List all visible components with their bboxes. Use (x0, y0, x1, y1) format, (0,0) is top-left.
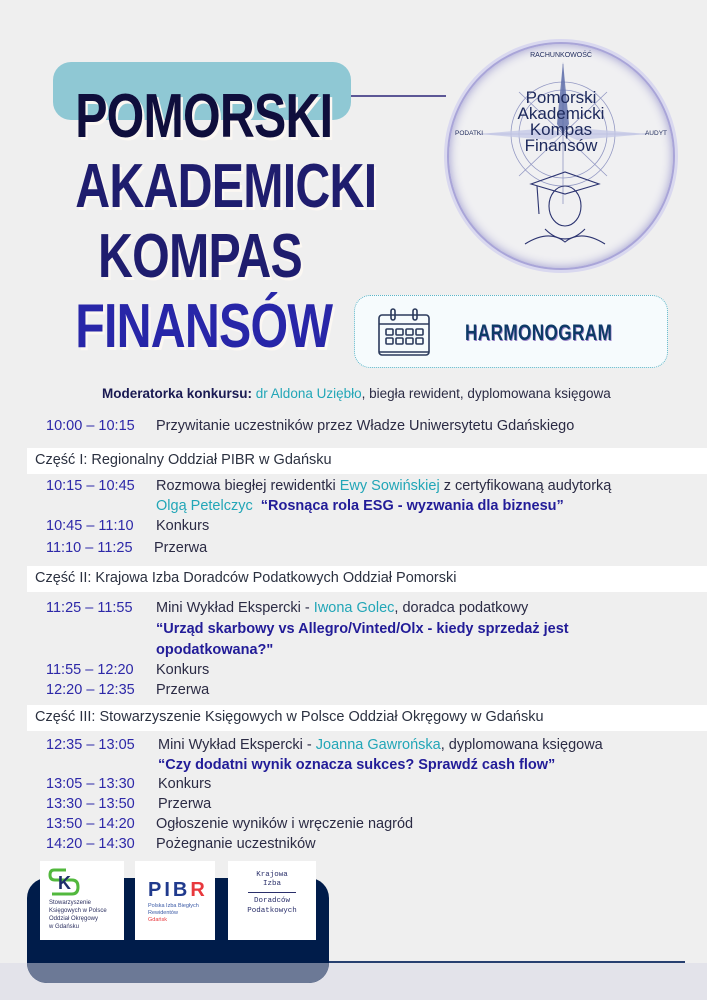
logo-label-rachunkowosc: RACHUNKOWOŚĆ (530, 52, 592, 59)
section-header-3: Część III: Stowarzyszenie Księgowych w Polsce Oddział Okręgowy w Gdańsku (27, 705, 707, 731)
sk-line: w Gdańsku (49, 924, 80, 930)
sponsor-logo-kidp (228, 861, 316, 940)
kidp-divider (248, 892, 296, 893)
sk-line: Księgowych w Polsce (49, 908, 107, 914)
schedule-desc: Przerwa (154, 540, 208, 556)
moderator-role: , biegła rewident, dyplomowana księgowa (361, 386, 611, 401)
logo-name-line: Pomorski (525, 88, 597, 107)
schedule-time: 13:05 – 13:30 (46, 776, 135, 792)
schedule-desc: Przerwa (158, 796, 212, 812)
desc-text: , dyplomowana księgowa (440, 737, 603, 753)
moderator-label: Moderatorka konkursu (102, 386, 248, 401)
sk-logo-icon (48, 867, 88, 899)
logo-name-line: Finansów (524, 136, 598, 155)
schedule-desc: Przywitanie uczestników przez Władze Uniwersytetu Gdańskiego (156, 418, 575, 434)
schedule-time: 10:15 – 10:45 (46, 478, 135, 494)
pibr-mark-b: R (190, 879, 208, 901)
speaker-name: Olgą Petelczyc (156, 498, 253, 514)
footer-line (329, 961, 685, 963)
schedule-desc: Konkurs (158, 776, 212, 792)
schedule-time: 13:30 – 13:50 (46, 796, 135, 812)
schedule-time: 12:20 – 12:35 (46, 682, 135, 698)
pibr-text (148, 903, 199, 924)
pibr-line: Rewidentów (148, 910, 178, 916)
logo-name-line: Akademicki (517, 104, 605, 123)
desc-text: z certyfikowaną audytorką (439, 478, 612, 494)
kidp-line: Doradców (253, 897, 290, 905)
desc-text: Mini Wykład Ekspercki - (158, 737, 316, 753)
talk-topic: “Czy dodatni wynik oznacza sukces? Sprawdź cash flow” (158, 757, 556, 773)
speaker-name: Iwona Golec (313, 600, 395, 616)
title-line-2: AKADEMICKI (75, 152, 377, 221)
schedule-desc (156, 600, 528, 616)
desc-text: , doradca podatkowy (394, 600, 529, 616)
compass-icon (449, 44, 675, 270)
talk-topic: “Urząd skarbowy vs Allegro/Vinted/Olx - kiedy sprzedaż jest (156, 621, 569, 637)
schedule-desc: Pożegnanie uczestników (156, 836, 316, 852)
schedule-time: 11:55 – 12:20 (46, 662, 134, 678)
schedule-desc (156, 498, 564, 514)
schedule-time: 10:45 – 11:10 (46, 518, 134, 534)
page-title (40, 82, 377, 362)
logo-label-audyt: AUDYT (644, 130, 667, 137)
talk-topic: “Rosnąca rola ESG - wyzwania dla biznesu” (260, 498, 564, 514)
schedule-desc (156, 478, 611, 494)
event-logo (447, 42, 675, 270)
title-line-3: KOMPAS (98, 222, 302, 291)
moderator-name: dr Aldona Uziębło (255, 386, 362, 401)
title-connector-line (351, 95, 446, 97)
schedule-desc: Konkurs (156, 662, 210, 678)
schedule-desc: Konkurs (156, 518, 210, 534)
schedule-desc: Przerwa (156, 682, 210, 698)
sk-line: Stowarzyszenie (49, 900, 92, 906)
sponsor-logo-pibr (135, 861, 215, 940)
kidp-line: Izba (262, 880, 281, 888)
section-header-1: Część I: Regionalny Oddział PIBR w Gdańsku (27, 448, 707, 474)
sponsor-logo-sk (40, 861, 124, 940)
pibr-mark-a: PIB (148, 879, 191, 901)
desc-text: Mini Wykład Ekspercki - (156, 600, 314, 616)
pibr-city: Gdańsk (148, 917, 167, 923)
title-line-4: FINANSÓW (75, 292, 333, 361)
pibr-mark (148, 879, 208, 902)
svg-text:K: K (58, 873, 71, 893)
section-header-2: Część II: Krajowa Izba Doradców Podatkowych Oddział Pomorski (27, 566, 707, 592)
schedule-time: 11:10 – 11:25 (46, 540, 133, 556)
harmonogram-box (354, 295, 668, 368)
schedule-time: 10:00 – 10:15 (46, 418, 135, 434)
schedule-time: 13:50 – 14:20 (46, 816, 135, 832)
desc-text: Rozmowa biegłej rewidentki (156, 478, 340, 494)
calendar-icon (377, 307, 431, 359)
title-line-1: POMORSKI (75, 82, 333, 151)
schedule-desc (158, 737, 603, 753)
logo-name (449, 90, 673, 154)
pibr-line: Polska Izba Biegłych (148, 903, 199, 909)
schedule-time: 14:20 – 14:30 (46, 836, 135, 852)
harmonogram-label: HARMONOGRAM (465, 320, 613, 345)
schedule-desc: Ogłoszenie wyników i wręczenie nagród (156, 816, 414, 832)
speaker-name: Joanna Gawrońska (315, 737, 441, 753)
schedule-time: 11:25 – 11:55 (46, 600, 133, 616)
logo-name-line: Kompas (529, 120, 593, 139)
schedule-time: 12:35 – 13:05 (46, 737, 135, 753)
kidp-line: Krajowa (256, 871, 288, 879)
sk-line: Oddział Okręgowy (49, 916, 99, 922)
speaker-name: Ewy Sowińskiej (339, 478, 440, 494)
moderator-line: Moderatorka konkursu: dr Aldona Uziębło, biegła rewident, dyplomowana księgowa (102, 386, 611, 401)
sk-logo-text (49, 899, 107, 931)
logo-label-podatki: PODATKI (455, 130, 484, 137)
talk-topic: opodatkowana?" (156, 642, 274, 658)
footer-panel-lower (27, 963, 329, 983)
kidp-line: Podatkowych (247, 907, 297, 915)
